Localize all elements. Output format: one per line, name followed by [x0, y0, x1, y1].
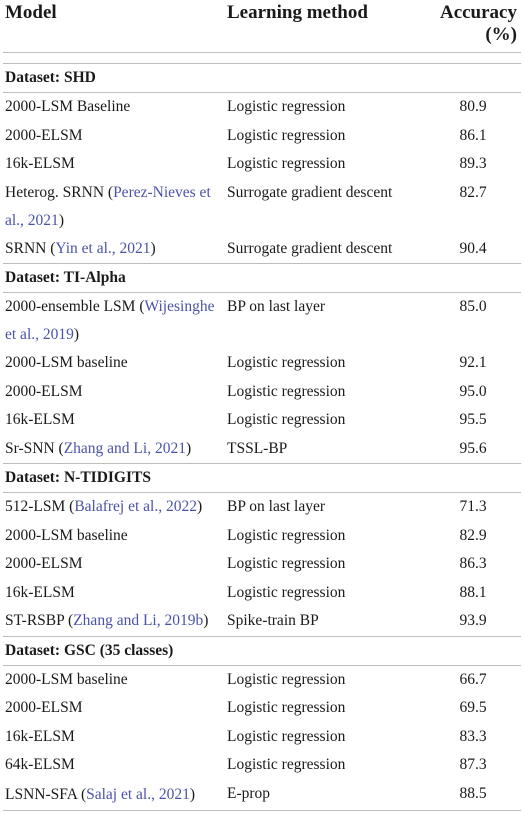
header-row — [3, 0, 521, 53]
table-row — [3, 694, 521, 723]
table-row — [3, 349, 521, 378]
model-name: 64k-ELSM — [5, 756, 75, 774]
table-row — [3, 579, 521, 608]
spacer-row — [3, 53, 521, 64]
table-row — [3, 493, 521, 522]
method-cell: E-prop — [225, 780, 403, 811]
accuracy-cell: 69.5 — [459, 699, 487, 716]
header-model: Model — [5, 2, 57, 23]
accuracy-cell: 88.1 — [459, 583, 487, 601]
citation-close: ) — [73, 326, 80, 343]
citation-close: ) — [58, 211, 64, 229]
model-cell — [3, 694, 225, 723]
section-title: Dataset: N-TIDIGITS — [3, 464, 521, 493]
model-name: Heterog. SRNN ( — [5, 183, 114, 201]
model-cell — [3, 122, 225, 151]
accuracy-cell: 95.5 — [459, 411, 487, 428]
model-name: 16k-ELSM — [5, 155, 75, 173]
method-cell: Logistic regression — [227, 155, 346, 172]
model-cell — [3, 349, 225, 378]
table-row — [3, 550, 521, 579]
model-cell — [3, 150, 225, 179]
accuracy-cell: 66.7 — [459, 670, 487, 688]
table-row — [3, 293, 521, 350]
model-cell — [3, 293, 225, 350]
accuracy-cell: 88.5 — [403, 780, 521, 811]
method-cell: Logistic regression — [227, 382, 346, 400]
table-row — [3, 665, 521, 694]
model-name: 512-LSM ( — [5, 498, 75, 516]
model-name: 16k-ELSM — [5, 411, 75, 429]
method-cell: Logistic regression — [227, 583, 346, 601]
accuracy-cell: 85.0 — [459, 298, 487, 315]
model-cell — [3, 780, 225, 811]
table-row — [3, 607, 521, 636]
accuracy-cell: 92.1 — [459, 354, 487, 371]
accuracy-cell: 71.3 — [459, 498, 487, 515]
section-header-row — [3, 636, 521, 665]
model-name: SRNN ( — [5, 239, 56, 257]
method-cell: Logistic regression — [227, 699, 346, 716]
section-header-row — [3, 464, 521, 493]
section-header-row — [3, 64, 521, 93]
model-cell — [3, 665, 225, 694]
citation-link[interactable]: Perez-Nieves et al., 2021 — [5, 183, 211, 229]
method-cell: Logistic regression — [227, 526, 346, 544]
accuracy-cell: 82.9 — [459, 526, 487, 544]
header-accuracy: Accuracy (%) — [439, 2, 517, 45]
table-row — [3, 378, 521, 407]
method-cell: Logistic regression — [227, 670, 346, 688]
citation-link[interactable]: Salaj et al., 2021 — [86, 785, 190, 803]
model-name: LSNN-SFA ( — [5, 785, 87, 803]
model-name: 16k-ELSM — [5, 727, 75, 745]
model-cell — [3, 579, 225, 608]
citation-link[interactable]: Zhang and Li, 2021 — [63, 439, 186, 457]
model-name: ST-RSBP ( — [5, 612, 74, 630]
model-name: 2000-ELSM — [5, 126, 83, 144]
citation-close: ) — [189, 785, 196, 803]
table-row — [3, 723, 521, 752]
model-cell — [3, 522, 225, 551]
model-name: 2000-LSM baseline — [5, 526, 128, 544]
header-method: Learning method — [227, 2, 368, 23]
method-cell: Logistic regression — [227, 411, 346, 428]
model-cell — [3, 550, 225, 579]
model-cell — [3, 406, 225, 435]
method-cell: BP on last layer — [227, 298, 326, 315]
section-title: Dataset: SHD — [3, 64, 521, 93]
table-row — [3, 179, 521, 235]
model-cell — [3, 378, 225, 407]
table-row — [3, 122, 521, 151]
accuracy-cell: 86.1 — [459, 126, 487, 144]
method-cell: Logistic regression — [227, 354, 346, 371]
accuracy-cell: 86.3 — [459, 555, 487, 572]
citation-link[interactable]: Yin et al., 2021 — [55, 239, 151, 257]
citation-close: ) — [203, 612, 209, 630]
table-row — [3, 93, 521, 122]
method-cell: Surrogate gradient descent — [227, 183, 393, 201]
method-cell: TSSL-BP — [227, 439, 288, 457]
method-cell: Logistic regression — [227, 555, 346, 572]
accuracy-cell: 89.3 — [459, 155, 487, 172]
model-name: Sr-SNN ( — [5, 439, 64, 457]
model-name: 16k-ELSM — [5, 583, 75, 601]
method-cell: Logistic regression — [227, 756, 346, 773]
model-cell — [3, 751, 225, 780]
table-body — [3, 53, 521, 811]
model-name: 2000-LSM baseline — [5, 670, 128, 688]
method-cell: Logistic regression — [227, 126, 346, 144]
model-cell — [3, 723, 225, 752]
model-cell — [3, 607, 225, 636]
citation-close: ) — [197, 498, 203, 516]
accuracy-cell: 80.9 — [459, 98, 487, 115]
table-row — [3, 751, 521, 780]
model-cell — [3, 235, 225, 264]
method-cell: BP on last layer — [227, 498, 326, 515]
model-name: 2000-LSM Baseline — [5, 98, 131, 116]
accuracy-cell: 83.3 — [459, 727, 487, 745]
model-cell — [3, 179, 225, 235]
table-row — [3, 406, 521, 435]
model-name: 2000-LSM baseline — [5, 354, 128, 372]
model-name: 2000-ELSM — [5, 555, 83, 573]
method-cell: Spike-train BP — [227, 612, 319, 629]
citation-link[interactable]: Wijesinghe et al., 2019 — [5, 298, 215, 343]
accuracy-cell: 95.0 — [459, 382, 487, 400]
results-table — [3, 0, 521, 811]
method-cell: Logistic regression — [227, 98, 346, 115]
model-name: 2000-ELSM — [5, 382, 83, 400]
citation-link[interactable]: Balafrej et al., 2022 — [74, 498, 197, 516]
model-cell — [3, 493, 225, 522]
table-row — [3, 435, 521, 464]
section-title: Dataset: TI-Alpha — [3, 264, 521, 293]
section-title: Dataset: GSC (35 classes) — [3, 636, 521, 665]
model-cell — [3, 93, 225, 122]
citation-close: ) — [185, 439, 192, 457]
model-name: 2000-ensemble LSM ( — [5, 298, 145, 315]
accuracy-cell: 95.6 — [459, 439, 487, 457]
accuracy-cell: 82.7 — [459, 183, 487, 201]
section-header-row — [3, 264, 521, 293]
table-row — [3, 522, 521, 551]
method-cell: Surrogate gradient descent — [227, 239, 393, 257]
citation-close: ) — [150, 239, 156, 257]
model-cell — [3, 435, 225, 464]
accuracy-cell: 93.9 — [459, 612, 487, 629]
method-cell: Logistic regression — [227, 727, 346, 745]
accuracy-cell: 90.4 — [459, 239, 487, 257]
table-row — [3, 235, 521, 264]
accuracy-cell: 87.3 — [459, 756, 487, 773]
model-name: 2000-ELSM — [5, 699, 83, 717]
citation-link[interactable]: Zhang and Li, 2019b — [73, 612, 204, 630]
table-row — [3, 150, 521, 179]
table-row — [3, 780, 521, 811]
